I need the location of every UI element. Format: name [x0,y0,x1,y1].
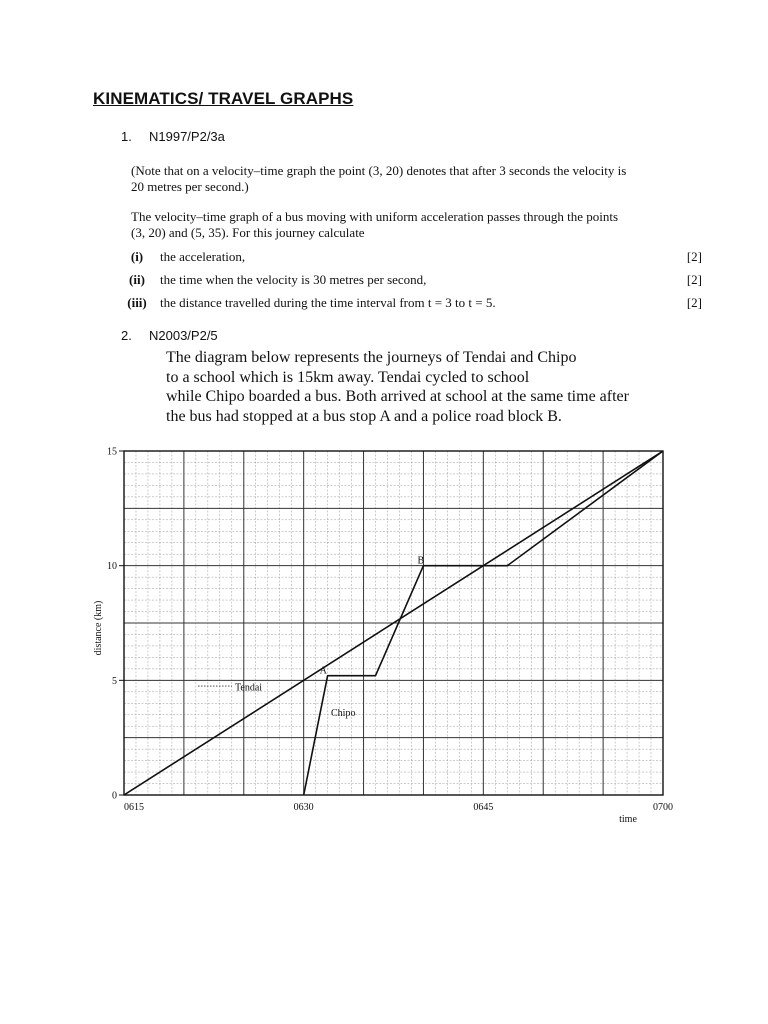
y-tick-label: 15 [107,446,117,458]
part-label: (iii) [127,295,147,310]
series-label-tendai: Tendai [235,682,263,694]
part-marks: [2] [686,272,702,287]
intro-line: while Chipo boarded a bus. Both arrived at school at the same time after [166,388,629,405]
x-axis-label: time [619,814,637,825]
y-tick-label: 5 [112,675,117,687]
intro-line: The diagram below represents the journeys of Tendai and Chipo [166,349,577,366]
stem-line: (3, 20) and (5, 35). For this journey calculate [131,225,365,240]
note-line: 20 metres per second.) [131,179,249,194]
part-label: (ii) [129,272,145,287]
x-tick-label: 0630 [293,802,314,813]
y-tick-label: 0 [112,790,117,802]
part-text: the distance travelled during the time interval from t = 3 to t = 5. [160,295,496,310]
x-tick-label: 0700 [653,802,673,813]
part-marks: [2] [686,249,702,264]
point-label-b: B [417,555,425,567]
part-label: (i) [130,249,144,264]
intro-line: the bus had stopped at a bus stop A and a police road block B. [166,407,562,425]
question-1-code: N1997/P2/3a [149,129,225,144]
x-tick-label: 0615 [124,802,144,813]
question-2-number: 2. [121,328,132,343]
part-text: the acceleration, [160,249,246,264]
graph-tick-labels [107,447,673,814]
question-2-code: N2003/P2/5 [149,328,218,343]
point-label-a: A [319,665,327,677]
document-title: KINEMATICS/ TRAVEL GRAPHS [93,89,354,108]
part-text: the time when the velocity is 30 metres per second, [160,272,427,287]
part-marks: [2] [686,295,702,310]
y-tick-label: 10 [107,561,117,573]
series-label-chipo: Chipo [331,707,356,719]
y-axis-label: distance (km) [93,600,104,656]
question-1-number: 1. [121,129,132,144]
x-tick-label: 0645 [473,802,494,813]
note-line: (Note that on a velocity–time graph the point (3, 20) denotes that after 3 seconds the velocity is [131,163,627,178]
intro-line: to a school which is 15km away. Tendai cycled to school [166,368,530,386]
stem-line: The velocity–time graph of a bus moving with uniform acceleration passes through the points [131,209,619,224]
